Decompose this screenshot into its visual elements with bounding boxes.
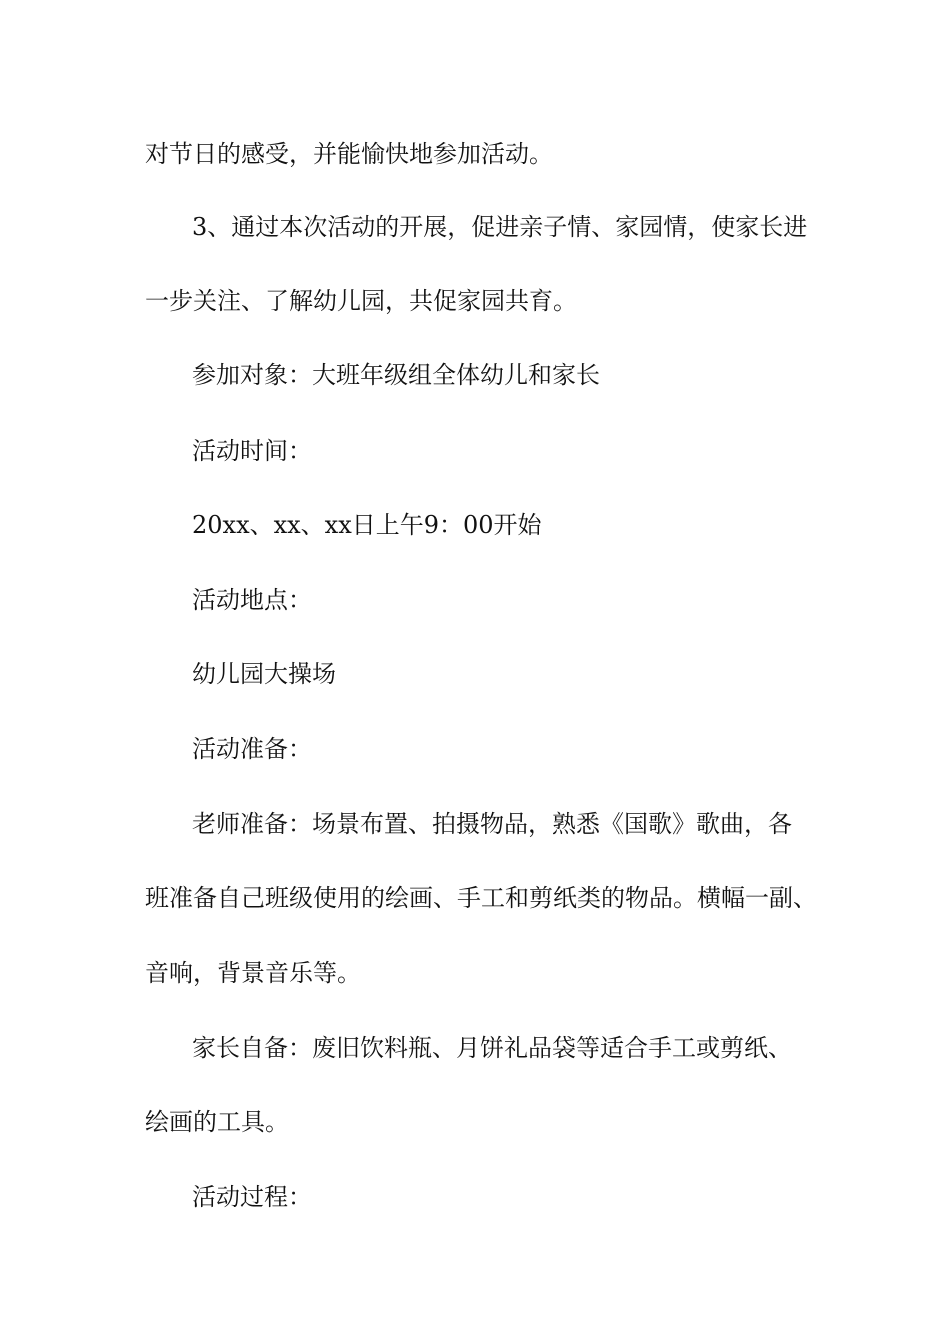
parent-prep-line-2: 绘画的工具。 [145, 1108, 289, 1136]
teacher-prep-line-1: 老师准备：场景布置、拍摄物品，熟悉《国歌》歌曲，各 [192, 810, 792, 838]
preparation-heading: 活动准备： [192, 735, 312, 763]
teacher-prep-line-2: 班准备自己班级使用的绘画、手工和剪纸类的物品。横幅一副、 [145, 884, 817, 912]
teacher-prep-line-3: 音响，背景音乐等。 [145, 959, 361, 987]
paragraph-line-1: 对节日的感受，并能愉快地参加活动。 [145, 140, 553, 168]
location-value: 幼儿园大操场 [192, 660, 336, 688]
time-heading: 活动时间： [192, 437, 312, 465]
paragraph-line-2: 3、通过本次活动的开展，促进亲子情、家园情，使家长进 [192, 213, 808, 241]
process-heading: 活动过程： [192, 1183, 312, 1211]
parent-prep-line-1: 家长自备：废旧饮料瓶、月饼礼品袋等适合手工或剪纸、 [192, 1034, 792, 1062]
paragraph-line-3: 一步关注、了解幼儿园，共促家园共育。 [145, 287, 577, 315]
time-value: 20xx、xx、xx日上午9：00开始 [192, 511, 542, 539]
participants-line: 参加对象：大班年级组全体幼儿和家长 [192, 361, 600, 389]
location-heading: 活动地点： [192, 586, 312, 614]
